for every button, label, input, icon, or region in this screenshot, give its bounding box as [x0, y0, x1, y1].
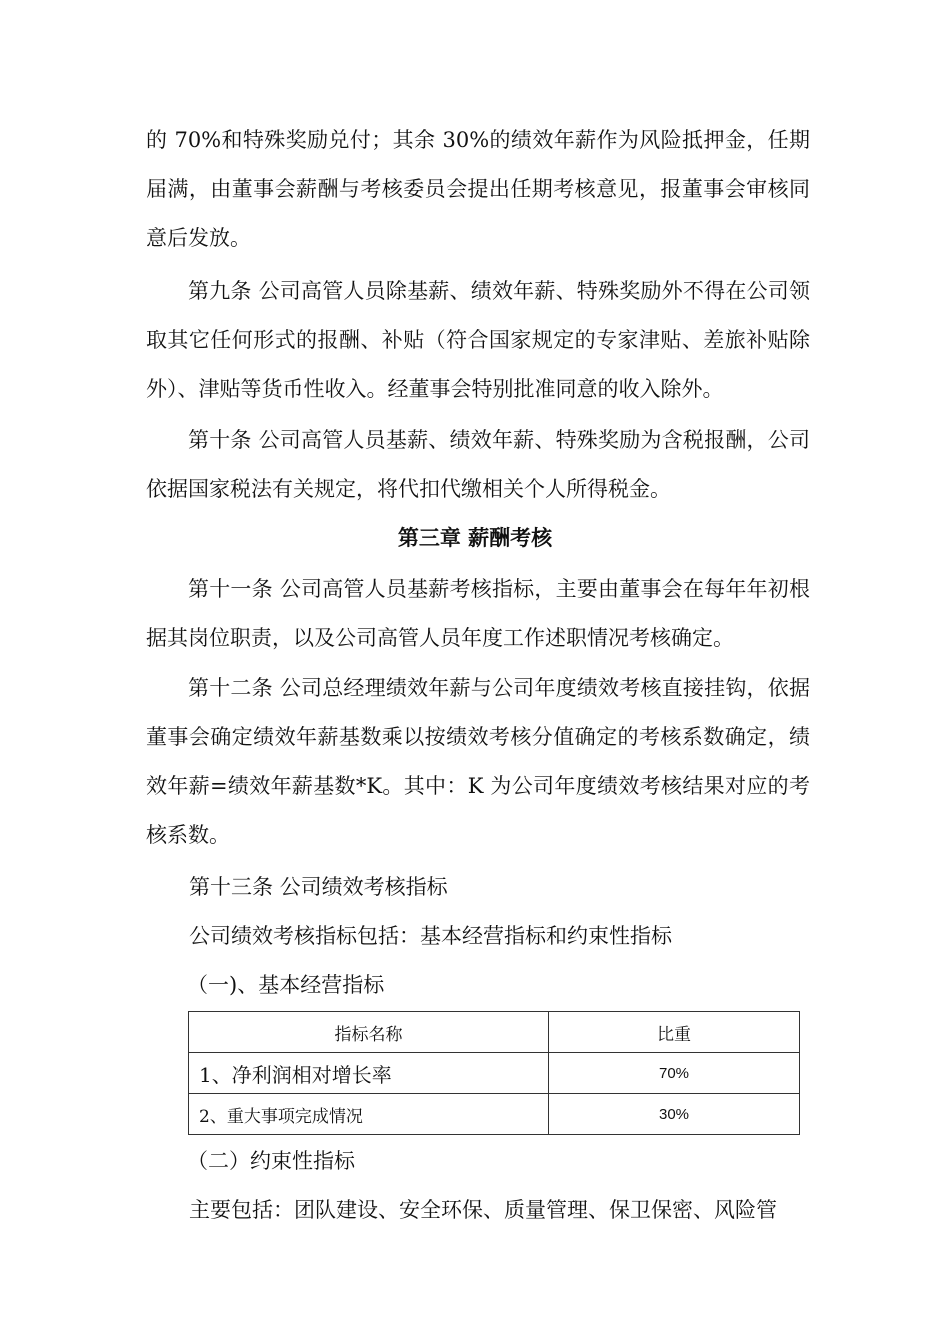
- paragraph-indicator-summary: 公司绩效考核指标包括：基本经营指标和约束性指标: [189, 924, 672, 948]
- table-header-name: 指标名称: [189, 1012, 549, 1053]
- chapter-heading: 第三章 薪酬考核: [397, 526, 553, 550]
- table-cell-name: 2、重大事项完成情况: [189, 1094, 549, 1135]
- paragraph-article-12: 第十二条 公司总经理绩效年薪与公司年度绩效考核直接挂钩，依据董事会确定绩效年薪基数乘以按绩效考核分值确定的考核系数确定，绩效年薪=绩效年薪基数*K。其中：K 为公司年度绩效考核结果对应的考核系数。: [146, 676, 810, 847]
- table-row: [189, 1094, 800, 1135]
- paragraph-article-9: 第九条 公司高管人员除基薪、绩效年薪、特殊奖励外不得在公司领取其它任何形式的报酬、补贴（符合国家规定的专家津贴、差旅补贴除外）、津贴等货币性收入。经董事会特别批准同意的收入除外。: [146, 279, 810, 401]
- paragraph-article-11: 第十一条 公司高管人员基薪考核指标，主要由董事会在每年年初根据其岗位职责，以及公司高管人员年度工作述职情况考核确定。: [146, 577, 810, 650]
- section-basic-indicators: （一)、基本经营指标: [187, 973, 385, 997]
- indicator-table: [188, 1011, 800, 1135]
- table-cell-weight: 70%: [549, 1053, 800, 1094]
- table-header-row: [189, 1012, 800, 1053]
- paragraph-article-13: 第十三条 公司绩效考核指标: [189, 875, 448, 899]
- paragraph-article-10: 第十条 公司高管人员基薪、绩效年薪、特殊奖励为含税报酬，公司依据国家税法有关规定，将代扣代缴相关个人所得税金。: [146, 428, 810, 501]
- section-constraint-indicators: （二）约束性指标: [187, 1149, 355, 1173]
- paragraph-bonus-payment: 的 70%和特殊奖励兑付；其余 30%的绩效年薪作为风险抵押金，任期届满，由董事会薪酬与考核委员会提出任期考核意见，报董事会审核同意后发放。: [146, 128, 810, 250]
- table-row: [189, 1053, 800, 1094]
- table-cell-weight: 30%: [549, 1094, 800, 1135]
- table-cell-name: 1、净利润相对增长率: [189, 1053, 549, 1094]
- paragraph-constraint-list: 主要包括：团队建设、安全环保、质量管理、保卫保密、风险管: [189, 1198, 777, 1222]
- table-header-weight: 比重: [549, 1012, 800, 1053]
